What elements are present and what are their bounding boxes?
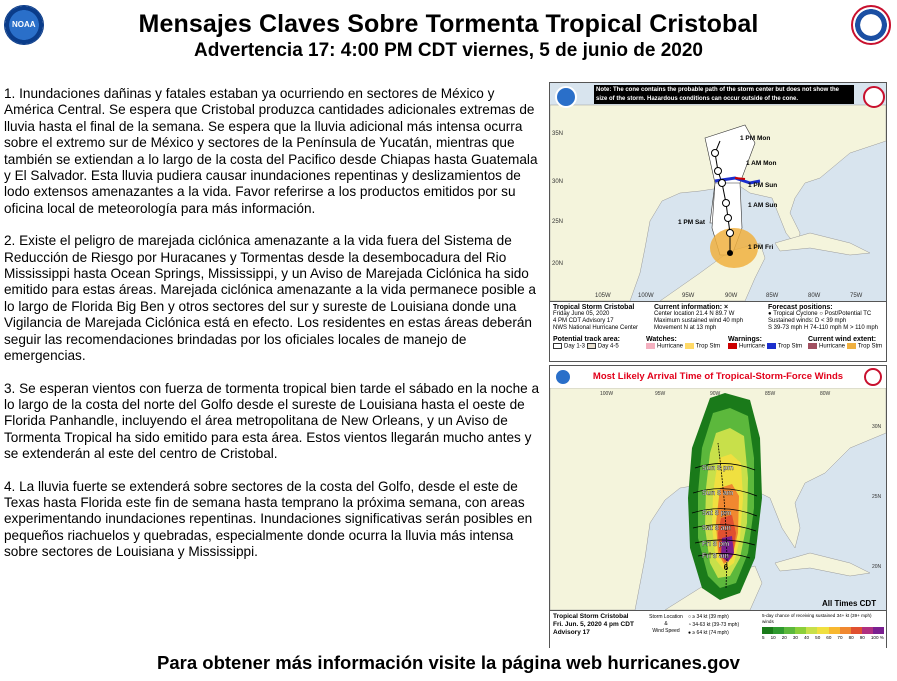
time-label: Sat 8 pm [702, 510, 732, 517]
lat-label: 30N [552, 179, 564, 185]
movement: Movement N at 13 mph [654, 325, 717, 331]
scale-swatch [829, 627, 840, 634]
lat-label: 25N [552, 219, 564, 225]
track-label: 1 AM Mon [746, 160, 777, 167]
post-tc-icon: ○ [819, 311, 823, 317]
lat-label: 20N [872, 564, 882, 570]
noaa-logo-icon: NOAA [4, 5, 44, 45]
hurricane-watch-swatch [646, 343, 655, 349]
hurricane-location-icon: ● [688, 630, 692, 636]
storm-center: NWS National Hurricane Center [553, 325, 639, 331]
ts-location-icon: ○ [688, 614, 692, 620]
lon-label: 75W [850, 293, 863, 299]
cone-legend: Tropical Storm Cristobal Friday June 05, 2020 4 PM CDT Advisory 17 NWS National Hurricane Center Current information: × Center location 21.4 N 89.7 W Maximum sustained wind 40 mph Movement N at 13 mph Forecast positions: ● Tropical Cyclone ○ Post/Potential TC Sustained winds: D < 39 mph S 39-73 mph H 74-110 mph M > 110 mph Potential track area: Day 1-3 Day 4-5 Watches: Hurricane Trop Stm Warnings: Hurricane Trop Stm Current wind extent: Hurricane Trop Stm [550, 301, 886, 361]
storm-name: Tropical Storm Cristobal [553, 304, 635, 311]
lon-label: 105W [595, 293, 611, 299]
hurricane-extent-swatch [808, 343, 817, 349]
track-label: 1 PM Mon [740, 135, 771, 142]
scale-label: 80 [848, 635, 854, 640]
tropical-cyclone-icon: ● [768, 311, 772, 317]
scale-swatch [817, 627, 828, 634]
scale-label: 100 % [870, 635, 884, 640]
lon-label: 80W [820, 391, 831, 397]
scale-label: 90 [859, 635, 865, 640]
scale-swatch [784, 627, 795, 634]
advisory: Advisory 17 [553, 629, 590, 636]
nws-logo-icon [851, 5, 891, 45]
nws-logo-icon [864, 87, 884, 107]
arrival-legend: Tropical Storm Cristobal Fri. Jun. 5, 2020 4 pm CDT Advisory 17 Storm Location & Wind Speed ○ ≥ 34 kt (39 mph) ◔ 34-63 kt (39-73 mph) ● ≥ 64 kt (74 mph) 5-day chance of receiving sustained 34+ kt (39+ mph) winds 5 10 20 30 40 50 60 70 80 90 100 % [550, 610, 886, 648]
lon-label: 90W [725, 293, 738, 299]
forecast-title: Forecast positions: [768, 304, 833, 311]
current-info-title: Current information: × [654, 304, 729, 311]
lat-label: 20N [552, 261, 564, 267]
probability-scale-labels [762, 635, 884, 641]
scale-swatch [795, 627, 806, 634]
track-label: 1 PM Fri [748, 244, 774, 251]
key-message-3: 3. Se esperan vientos con fuerza de tormenta tropical bien tarde el sábado en la noche a lo largo de la costa del norte del Golfo desde el sureste de Louisiana hasta el oeste de Florida Panhandle, incluyendo el área metropolitana de New Orleans, y un Aviso de Tormenta Tropical ha sido emitido para esta área. Estos vientos llegarán mucho antes y se extenderán al este del centro de Cristobal. [4, 380, 540, 462]
lon-label: 90W [710, 391, 721, 397]
hurricane-warning-swatch [728, 343, 737, 349]
storm-date: Friday June 05, 2020 [553, 311, 610, 317]
arrival-map-graphic [550, 388, 886, 610]
scale-label: 5 [762, 635, 765, 640]
ts-extent-swatch [847, 343, 856, 349]
lon-label: 95W [682, 293, 695, 299]
storm-location-icon: ◔ [688, 622, 692, 628]
lon-label: 85W [766, 293, 779, 299]
cone-note: Note: The cone contains the probable path of the storm center but does not show the size of the storm. Hazardous conditions can occur outside of the cone. [594, 85, 854, 104]
day45-swatch [587, 343, 596, 349]
cone-map-graphic [550, 83, 886, 301]
warnings-title: Warnings: [728, 336, 762, 343]
page-subtitle: Advertencia 17: 4:00 PM CDT viernes, 5 de junio de 2020 [194, 40, 703, 61]
scale-label: 30 [792, 635, 798, 640]
nws-logo-icon [864, 368, 882, 386]
cone-map [549, 82, 887, 362]
key-message-4: 4. La lluvia fuerte se extenderá sobre sectores de la costa del Golfo, desde el este de Texas hasta Florida este fin de semana hasta temprano la próxima semana, con areas experimentando inundaciones repentinas. Inundaciones significativas serán posibles en pequeños riachuelos y quebradas, especialmente donde ocurra la lluvia más intensa sobre sectores de Louisiana y Mississippi. [4, 478, 533, 560]
time-label: Fri 8 am [702, 553, 729, 560]
key-message-2: 2. Existe el peligro de marejada ciclónica amenazante a la vida fuera del Sistema de Reducción de Riesgo por Huracanes y Tormentas desde la desembocadura del Rio Mississippi hasta Ocean Springs, Mississippi, y un Aviso de Marejada Ciclónica ha sido emitido para estas áreas. Marejada ciclónica amenazante a la vida permanece posible a lo largo de Florida Big Ben y otros sectores del sur y sureste de Louisiana donde una Vigilancia de Marejada Ciclónica está en efecto. Los residentes en estas áreas deberán seguir las recomendaciones brindadas por los oficiales locales de manejo de emergencias. [4, 233, 536, 364]
arrival-map-title: Most Likely Arrival Time of Tropical-Storm-Force Winds [550, 366, 886, 388]
footer: Para obtener más información visite la página web hurricanes.gov [157, 652, 740, 673]
storm-advisory: 4 PM CDT Advisory 17 [553, 318, 614, 324]
storm-date: Fri. Jun. 5, 2020 4 pm CDT [553, 621, 634, 628]
lon-label: 95W [655, 391, 666, 397]
lat-label: 30N [872, 424, 882, 430]
probability-scale [762, 627, 884, 634]
scale-swatch [773, 627, 784, 634]
all-times-label: All Times CDT [822, 599, 877, 608]
time-label: Fri 8 pm [702, 541, 730, 548]
day13-swatch [553, 343, 562, 349]
scale-label: 10 [770, 635, 776, 640]
scale-swatch [873, 627, 884, 634]
scale-label: 60 [826, 635, 832, 640]
lon-label: 85W [765, 391, 776, 397]
noaa-logo-icon [554, 368, 572, 386]
scale-label: 50 [815, 635, 821, 640]
scale-label: 20 [781, 635, 787, 640]
header [0, 0, 897, 70]
key-message-1: 1. Inundaciones dañinas y fatales estaban ya ocurriendo en sectores de México y América Central. Se espera que Cristobal produzca cantidades adicionales extremas de lluvia hasta el final de la semana. Se espera que la lluvia adicional más intensa ocurra sobre el extremo sur de México y sectores de la Península de Yucatán, mientras que también se extiendan a lo largo de la costa del Pacifico desde Chiapas hasta Guatemala y El Salvador. Esta lluvia pudiera causar inundaciones repentinas y deslizamientos de lodo extensos amenazantes a la vida. Favor referirse a los productos emitidos por su oficina local de meteorología para más información. [4, 86, 538, 216]
ts-warning-swatch [767, 343, 776, 349]
scale-swatch [851, 627, 862, 634]
track-label: 1 AM Sun [748, 202, 778, 209]
wind-extent-title: Current wind extent: [808, 336, 877, 343]
scale-swatch [806, 627, 817, 634]
track-label: 1 PM Sat [678, 219, 706, 226]
scale-label: 40 [804, 635, 810, 640]
key-messages [4, 86, 545, 577]
time-label: Sun 8 am [702, 490, 734, 497]
lat-label: 25N [872, 494, 882, 500]
time-label: Sun 8 pm [702, 465, 734, 472]
track-area-title: Potential track area: [553, 336, 620, 343]
max-wind: Maximum sustained wind 40 mph [654, 318, 744, 324]
page-title: Mensajes Claves Sobre Tormenta Tropical Cristobal [138, 10, 759, 38]
storm-location-icon: 6 [723, 563, 729, 572]
scale-label: 70 [837, 635, 843, 640]
arrival-map [549, 365, 887, 648]
ts-watch-swatch [685, 343, 694, 349]
storm-name: Tropical Storm Cristobal [553, 613, 629, 620]
scale-swatch [762, 627, 773, 634]
lon-label: 100W [638, 293, 654, 299]
lon-label: 100W [600, 391, 614, 397]
noaa-logo-icon [556, 87, 576, 107]
lon-label: 80W [808, 293, 821, 299]
lat-label: 35N [552, 131, 564, 137]
scale-swatch [862, 627, 873, 634]
watches-title: Watches: [646, 336, 677, 343]
center-location: Center location 21.4 N 89.7 W [654, 311, 735, 317]
scale-title: 5-day chance of receiving sustained 34+ kt (39+ mph) winds [762, 613, 872, 624]
time-label: Sat 8 am [702, 525, 731, 532]
scale-swatch [840, 627, 851, 634]
track-label: 1 PM Sun [748, 182, 778, 189]
